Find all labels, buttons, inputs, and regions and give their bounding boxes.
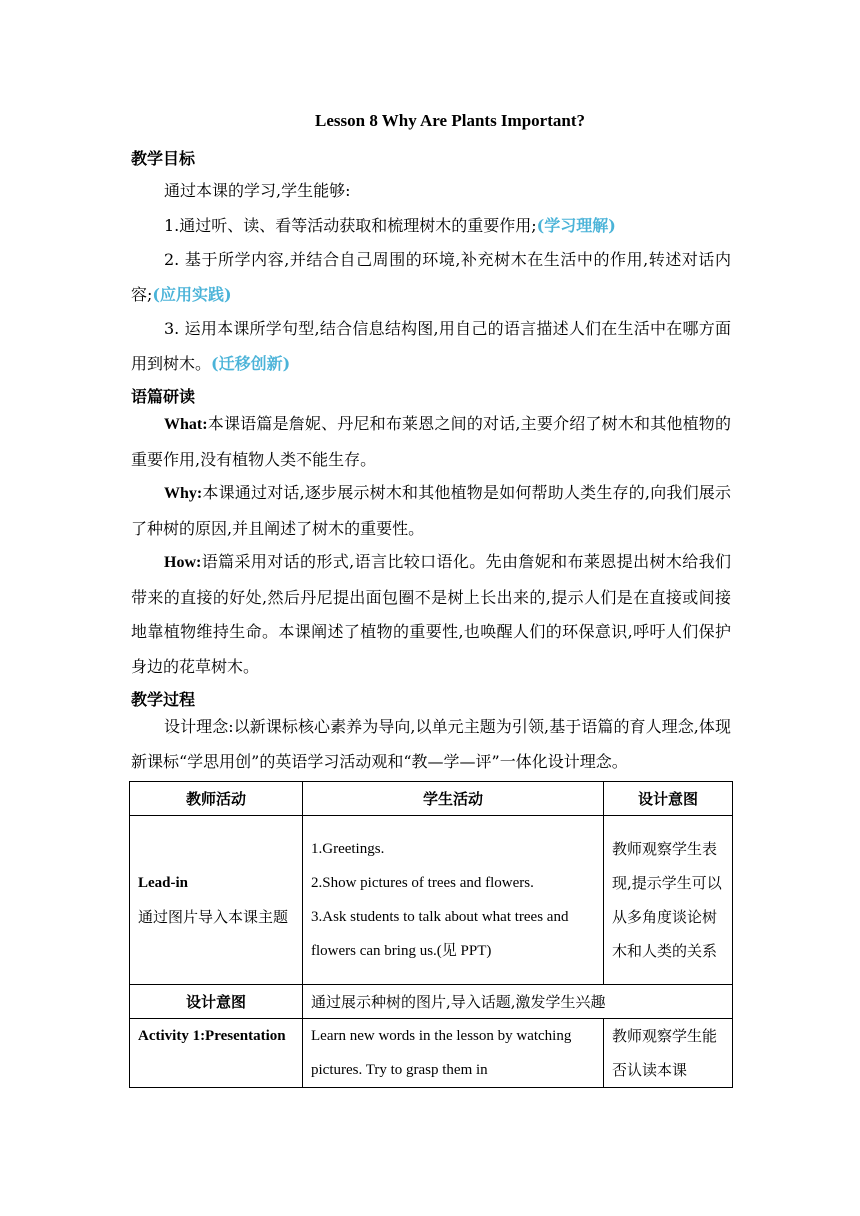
what-label: What: (164, 416, 208, 433)
table-row (130, 1019, 733, 1088)
objective-1-tag: (学习理解) (536, 215, 616, 235)
intent-text-cell: 通过展示种树的图片,导入话题,激发学生兴趣 (303, 985, 733, 1019)
leadin-title: Lead-in (138, 875, 189, 891)
student-line: 1.Greetings. (311, 841, 385, 857)
objective-2-tag: (应用实践) (152, 284, 232, 304)
teacher-cell (130, 816, 303, 985)
student-line: 2.Show pictures of trees and flowers. (311, 875, 534, 891)
analysis-how: How:语篇采用对话的形式,语言比较口语化。先由詹妮和布莱恩提出树木给我们带来的直接的好处,然后丹尼提出面包圈不是树上长出来的,提示人们是在直接或间接地靠植物维持生命。本课阐述了植物的重要性,也唤醒人们的环保意识,呼吁人们保护身边的花草树木。 (131, 552, 731, 676)
analysis-why: Why:本课通过对话,逐步展示树木和其他植物是如何帮助人类生存的,向我们展示了种树的原因,并且阐述了树木的重要性。 (131, 483, 731, 538)
why-label: Why: (164, 485, 203, 502)
objectives-block (131, 174, 731, 381)
design-idea: 设计理念:以新课标核心素养为导向,以单元主题为引领,基于语篇的育人理念,体现新课标“学思用创”的英语学习活动观和“教—学—评”一体化设计理念。 (131, 717, 731, 771)
objectives-heading: 教学目标 (131, 149, 196, 168)
activity-table (129, 781, 733, 1088)
header-intent: 设计意图 (604, 782, 733, 816)
activity1-student-cell: Learn new words in the lesson by watching pictures. Try to grasp them in (303, 1019, 604, 1088)
objective-3: 3. 运用本课所学句型,结合信息结构图,用自己的语言描述人们在生活中在哪方面用到树木。(迁移创新) (131, 319, 731, 373)
table-row (130, 816, 733, 985)
activity1-cell: Activity 1:Presentation (130, 1019, 303, 1088)
table-header-row (130, 782, 733, 816)
analysis-what: What:本课语篇是詹妮、丹尼和布莱恩之间的对话,主要介绍了树木和其他植物的重要作用,没有植物人类不能生存。 (131, 414, 731, 469)
objective-3-tag: (迁移创新) (211, 353, 291, 373)
analysis-heading: 语篇研读 (131, 387, 196, 406)
header-teacher: 教师活动 (130, 782, 303, 816)
objective-1: 1.通过听、读、看等活动获取和梳理树木的重要作用;(学习理解) (164, 215, 616, 235)
intent-cell: 教师观察学生表现,提示学生可以从多角度谈论树木和人类的关系 (604, 816, 733, 985)
objective-2: 2. 基于所学内容,并结合自己周围的环境,补充树木在生活中的作用,转述对话内容;(应用实践) (131, 250, 731, 304)
student-cell (303, 816, 604, 985)
student-line: 3.Ask students to talk about what trees and flowers can bring us.(见 PPT) (311, 909, 569, 959)
process-heading: 教学过程 (131, 690, 196, 709)
intent-label-cell: 设计意图 (130, 985, 303, 1019)
objectives-intro: 通过本课的学习,学生能够: (164, 181, 351, 200)
lesson-title: Lesson 8 Why Are Plants Important? (315, 111, 585, 130)
leadin-desc: 通过图片导入本课主题 (138, 908, 289, 926)
table-row (130, 985, 733, 1019)
activity1-intent-cell: 教师观察学生能否认读本课 (604, 1019, 733, 1088)
how-label: How: (164, 554, 202, 571)
header-student: 学生活动 (303, 782, 604, 816)
